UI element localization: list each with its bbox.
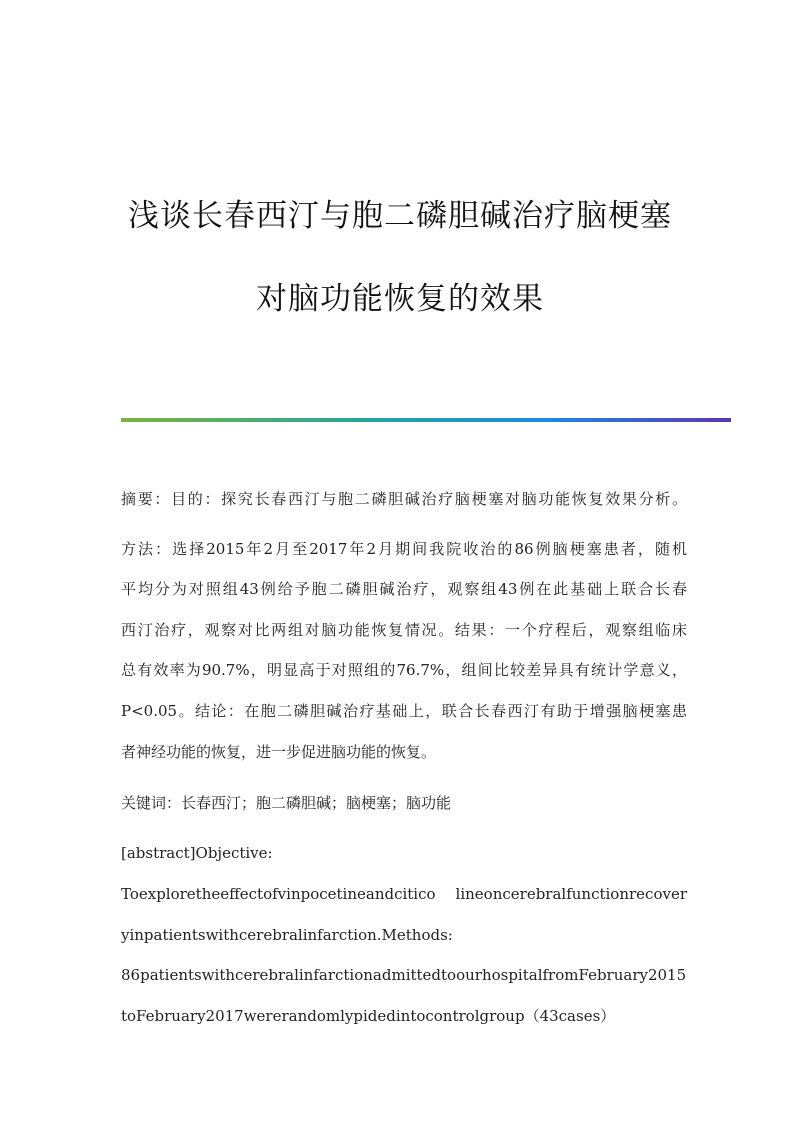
abstract-cn-line: P<0.05。结论：在胞二磷胆碱治疗基础上，联合长春西汀有助于增强脑梗塞患 <box>121 702 687 720</box>
abstract-cn-line: 总有效率为90.7%，明显高于对照组的76.7%，组间比较差异具有统计学意义， <box>121 661 687 679</box>
abstract-en-line: yinpatientswithcerebralinfarction.Methods: <box>121 926 453 944</box>
keywords-line: 关键词：长春西汀；胞二磷胆碱；脑梗塞；脑功能 <box>121 794 452 812</box>
document-title-line-2: 对脑功能恢复的效果 <box>256 281 544 317</box>
abstract-en-line: 86patientswithcerebralinfarctionadmittedtoourhospitalfromFebruary2015 <box>121 966 687 984</box>
abstract-en-line: [abstract]Objective: <box>121 844 273 862</box>
abstract-cn-line: 西汀治疗，观察对比两组对脑功能恢复情况。结果：一个疗程后，观察组临床 <box>121 621 687 639</box>
document-title-line-1: 浅谈长春西汀与胞二磷胆碱治疗脑梗塞 <box>128 198 672 234</box>
abstract-cn-line: 方法：选择2015年2月至2017年2月期间我院收治的86例脑梗塞患者，随机 <box>121 540 687 558</box>
abstract-en-line: toFebruary2017wererandomlypidedintocontrolgroup（43cases） <box>121 1007 616 1025</box>
abstract-cn-line: 平均分为对照组43例给予胞二磷胆碱治疗，观察组43例在此基础上联合长春 <box>121 580 687 598</box>
abstract-cn-line: 者神经功能的恢复，进一步促进脑功能的恢复。 <box>121 743 437 761</box>
abstract-cn-line: 摘要：目的：探究长春西汀与胞二磷胆碱治疗脑梗塞对脑功能恢复效果分析。 <box>121 490 687 508</box>
title-divider <box>121 418 731 422</box>
abstract-en-line: Toexploretheeffectofvinpocetineandcitico lineoncerebralfunctionrecover <box>121 885 687 903</box>
